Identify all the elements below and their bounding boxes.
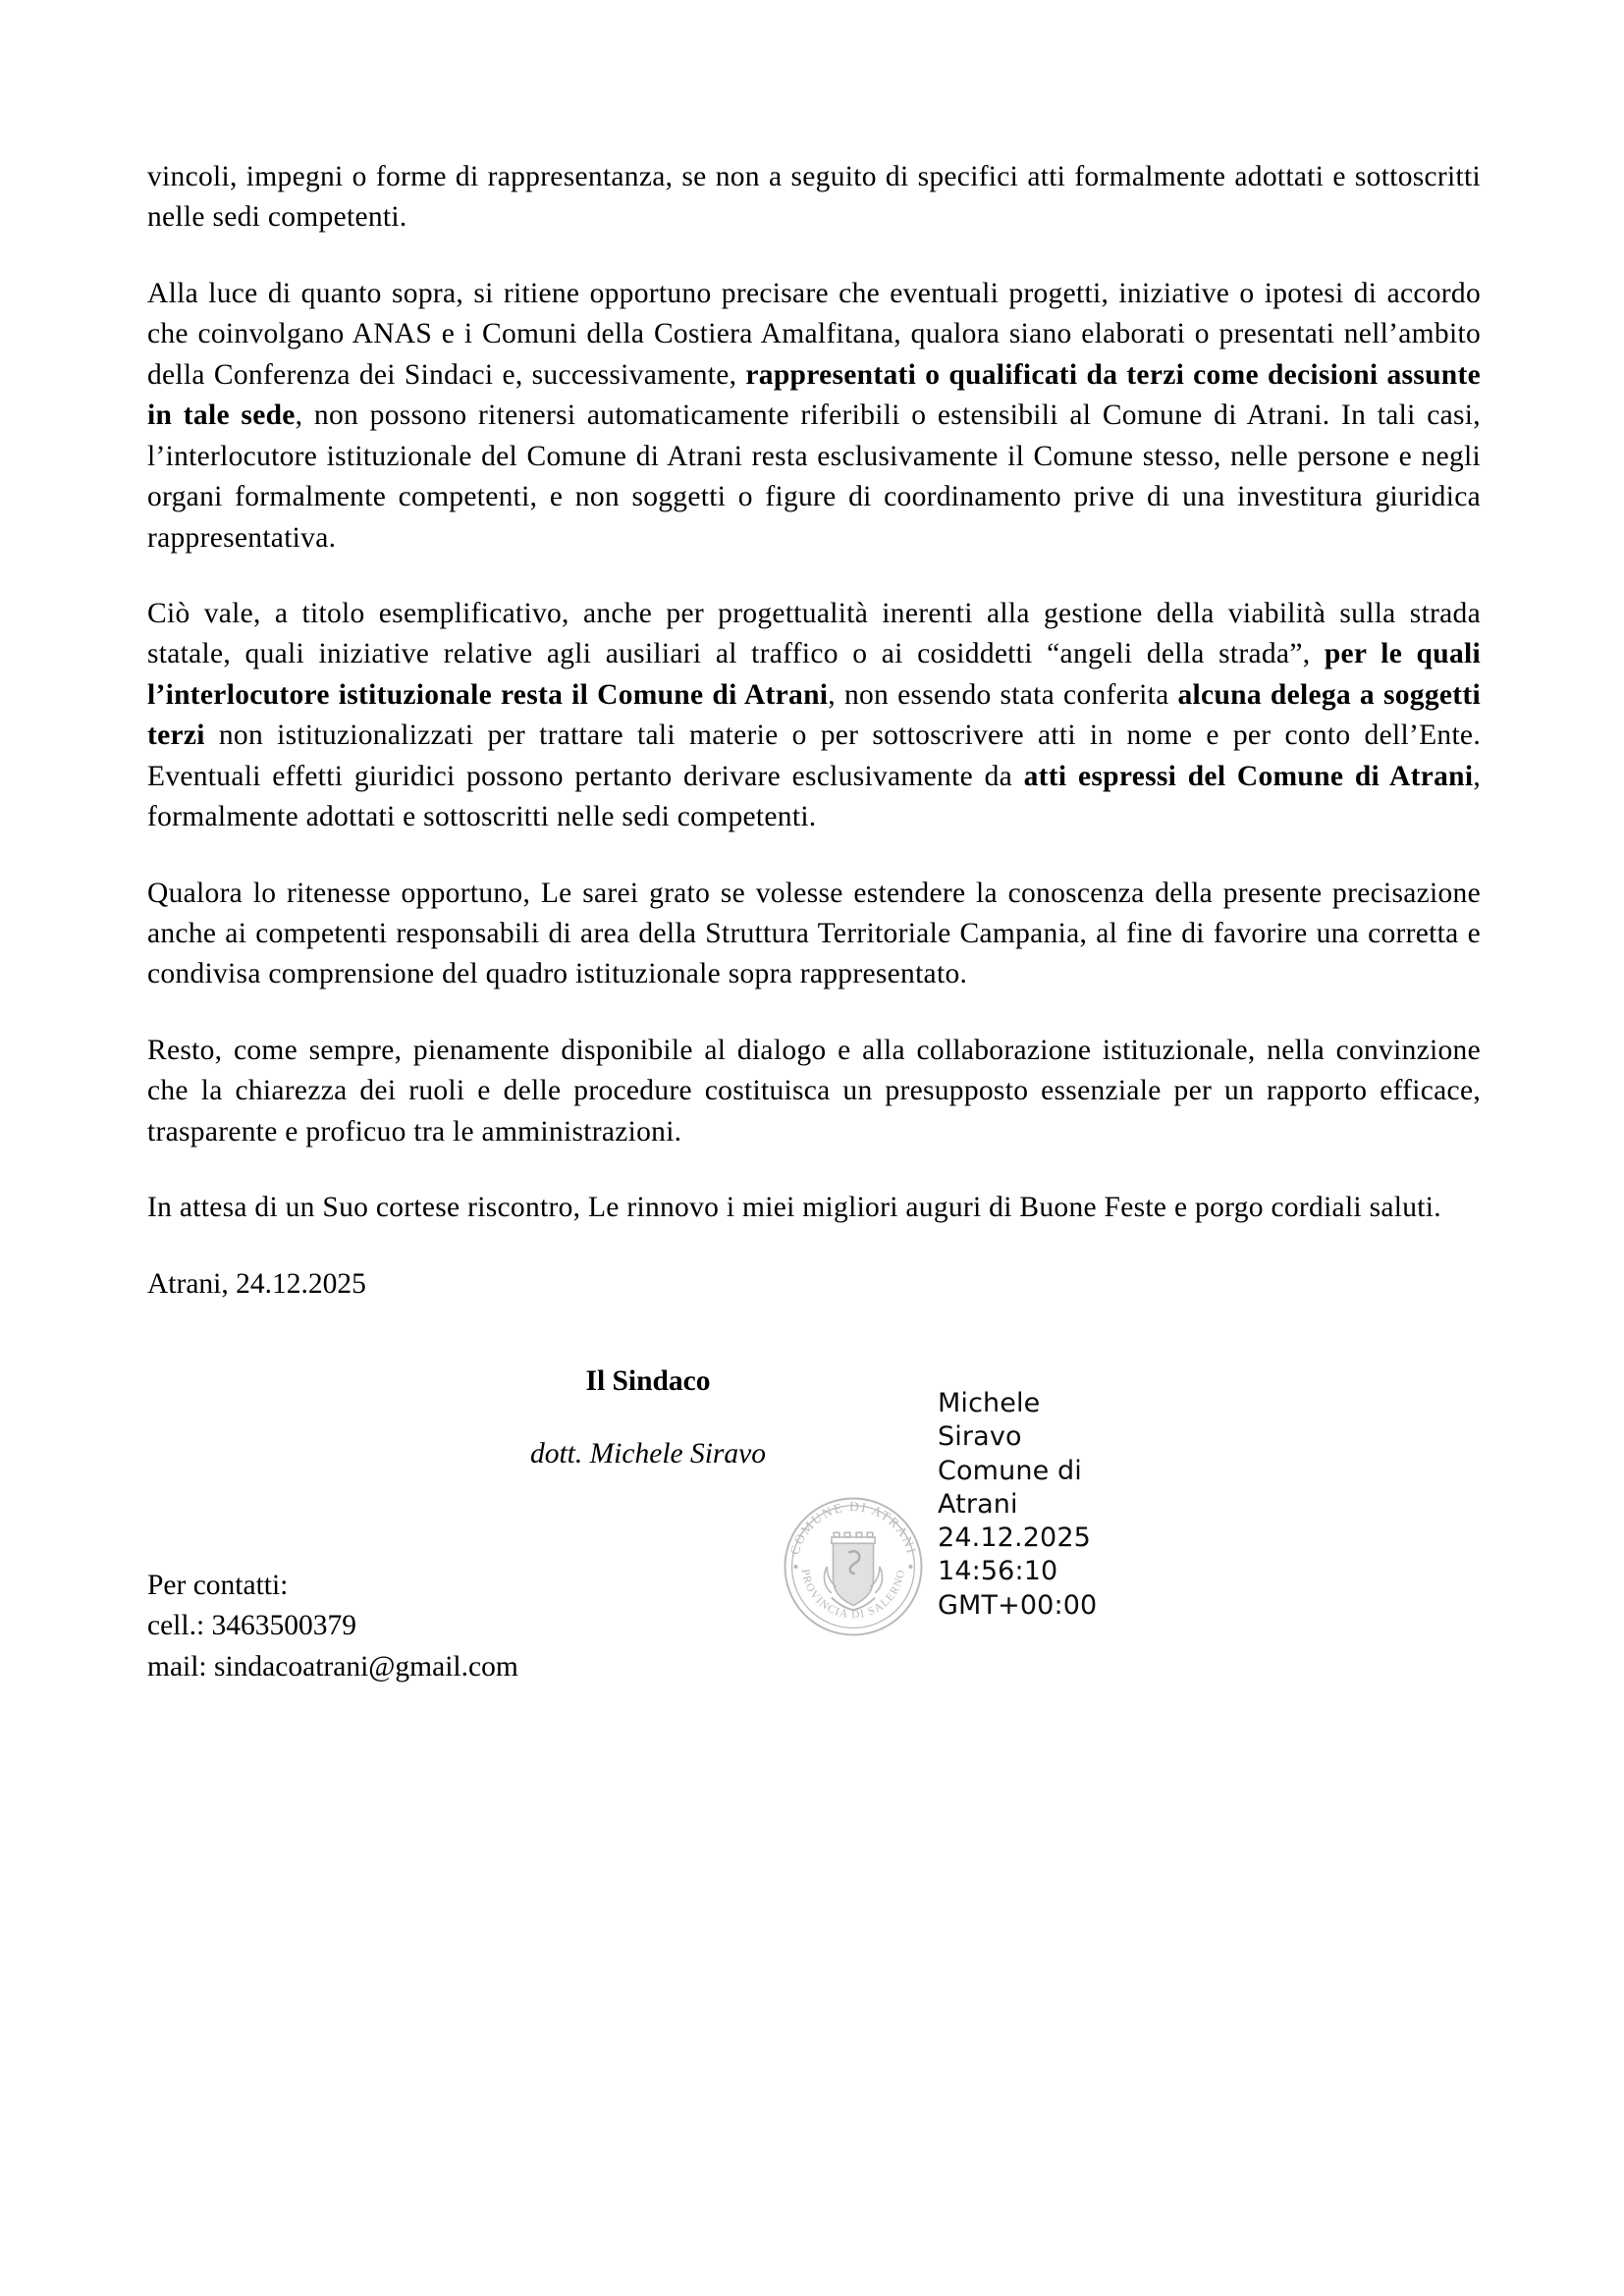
digital-signature-line: Comune di xyxy=(938,1455,1082,1486)
contacts-block xyxy=(147,1566,518,1687)
contacts-heading: Per contatti: xyxy=(147,1570,289,1601)
paragraph-qualora: Qualora lo ritenesse opportuno, Le sarei grato se volesse estendere la conoscenza della presente precisazione anche ai competenti responsabili di area della Struttura Territoriale Campania, al fine di favorire una corretta e condivisa comprensione del quadro istituzionale sopra rappresentato. xyxy=(147,877,1481,990)
signature-name: dott. Michele Siravo xyxy=(529,1438,767,1470)
emphasis-run: per le quali l’interlocutore istituzionale resta il Comune di Atrani xyxy=(147,638,1481,711)
letter-body xyxy=(147,157,1481,1660)
emphasis-run: rappresentati o qualificati da terzi come decisioni assunte in tale sede xyxy=(147,358,1481,432)
digital-signature-line: Atrani xyxy=(938,1488,1018,1520)
emphasis-run: atti espressi del Comune di Atrani xyxy=(1023,760,1474,792)
place-and-date: Atrani, 24.12.2025 xyxy=(147,1267,366,1300)
paragraph-in-attesa: In attesa di un Suo cortese riscontro, Le rinnovo i miei migliori auguri di Buone Feste e porgo cordiali saluti. xyxy=(147,1192,1441,1224)
digital-signature-line: 24.12.2025 xyxy=(938,1522,1091,1554)
signature-title: Il Sindaco xyxy=(585,1365,711,1398)
paragraph-resto: Resto, come sempre, pienamente disponibile al dialogo e alla collaborazione istituzionale, nella convinzione che la chiarezza dei ruoli e delle procedure costituisca un presupposto essenziale per un rapporto efficace, trasparente e proficuo tra le amministrazioni. xyxy=(147,1034,1481,1148)
digital-signature-line: Siravo xyxy=(938,1421,1022,1453)
official-seal-stamp xyxy=(776,1489,931,1644)
digital-signature-line: GMT+00:00 xyxy=(938,1589,1098,1621)
contacts-email: mail: sindacoatrani@gmail.com xyxy=(147,1650,518,1682)
digital-signature-stamp xyxy=(938,1387,1097,1623)
paragraph-continuation: vincoli, impegni o forme di rappresentanza, se non a seguito di specifici atti formalmente adottati e sottoscritti nelle sedi competenti. xyxy=(147,161,1481,234)
emphasis-run: alcuna delega a soggetti terzi xyxy=(147,678,1481,752)
digital-signature-line: 14:56:10 xyxy=(938,1556,1058,1587)
contacts-phone: cell.: 3463500379 xyxy=(147,1610,357,1642)
paragraph-alla-luce: Alla luce di quanto sopra, si ritiene opportuno precisare che eventuali progetti, iniziative o ipotesi di accordo che coinvolgano ANAS e i Comuni della Costiera Amalfitana, qualora siano elaborati o presentati nell’ambito della Conferenza dei Sindaci e, successivamente, rappresentati o qualificati da terzi come decisioni assunte in tale sede, non possono ritenersi automaticamente riferibili o estensibili al Comune di Atrani. In tali casi, l’interlocutore istituzionale del Comune di Atrani resta esclusivamente il Comune stesso, nelle persone e negli organi formalmente competenti, e non soggetti o figure di coordinamento prive di una investitura giuridica rappresentativa. xyxy=(147,277,1481,554)
stamp-bottom-arc-text: PROVINCIA DI SALERNO xyxy=(798,1568,908,1622)
stamp-coat-of-arms xyxy=(824,1532,882,1610)
digital-signature-line: Michele xyxy=(938,1388,1041,1419)
paragraph-cio-vale: Ciò vale, a titolo esemplificativo, anche per progettualità inerenti alla gestione della viabilità sulla strada statale, quali iniziative relative agli ausiliari al traffico o ai cosiddetti “angeli della strada”, per le quali l’interlocutore istituzionale resta il Comune di Atrani, non essendo stata conferita alcuna delega a soggetti terzi non istituzionalizzati per trattare tali materie o per sottoscrivere atti in nome e per conto dell’Ente. Eventuali effetti giuridici possono pertanto derivare esclusivamente da atti espressi del Comune di Atrani, formalmente adottati e sottoscritti nelle sedi competenti. xyxy=(147,597,1481,833)
stamp-top-arc-text: COMUNE DI ATRANI xyxy=(786,1499,920,1557)
